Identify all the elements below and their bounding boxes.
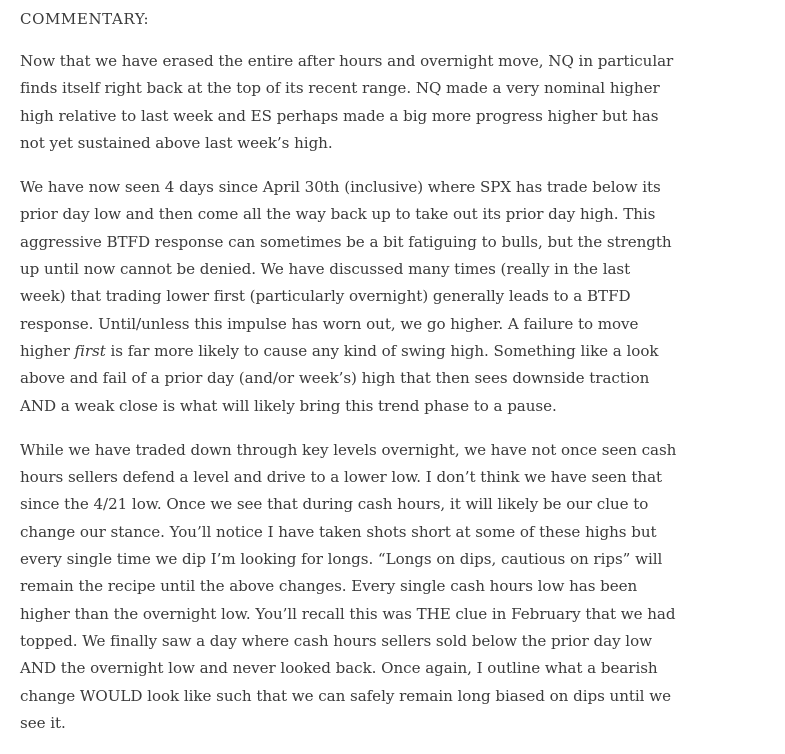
commentary-article: [20, 10, 680, 754]
paragraph-cash-hours: While we have traded down through key levels overnight, we have not once seen cash hours sellers defend a level and drive to a lower low. I don’t think we have seen that since the 4/21 low. Once we see that during cash hours, it will likely be our clue to change our stance. You’ll notice I have taken shots short at some of these highs but every single time we dip I’m looking for longs. “Longs on dips, cautious on rips” will remain the recipe until the above changes. Every single cash hours low has been higher than the overnight low. You’ll recall this was THE clue in February that we had topped. We finally saw a day where cash hours sellers sold below the prior day low AND the overnight low and never looked back. Once again, I outline what a bearish change WOULD look like such that we can safely remain long biased on dips until we see it.: [20, 440, 677, 732]
paragraph-btfd-text-end: is far more likely to cause any kind of swing high. Something like a look above and fail of a prior day (and/or week’s) high that then sees downside traction AND a weak close is what will likely bring this trend phase to a pause.: [20, 341, 659, 415]
commentary-heading: COMMENTARY:: [20, 10, 150, 28]
paragraph-btfd-response: [20, 174, 680, 420]
paragraph-range-summary: Now that we have erased the entire after hours and overnight move, NQ in particular finds itself right back at the top of its recent range. NQ made a very nominal higher high relative to last week and ES perhaps made a big more progress higher but has not yet sustained above last week’s high.: [20, 52, 674, 152]
emphasis-first: first: [74, 341, 106, 360]
paragraph-btfd-text-start: We have now seen 4 days since April 30th (inclusive) where SPX has trade below its prior day low and then come all the way back up to take out its prior day high. This aggressive BTFD response can sometimes be a bit fatiguing to bulls, but the strength up until now cannot be denied. We have discussed many times (really in the last week) that trading lower first (particularly overnight) generally leads to a BTFD response. Until/unless this impulse has worn out, we go higher. A failure to move higher: [20, 178, 672, 360]
